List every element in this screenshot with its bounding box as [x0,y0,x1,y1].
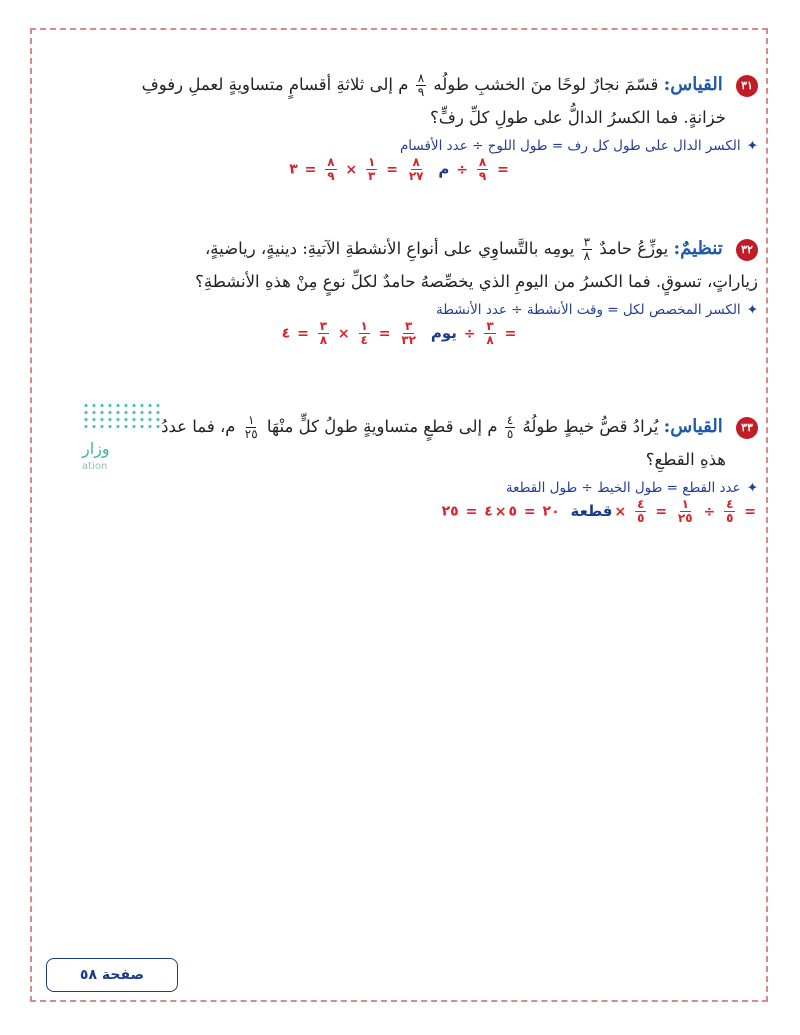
problem-text-line2: زياراتٍ، تسوقٍ. فما الكسرُ من اليومِ الذي يخصِّصهُ حامدٌ لكلِّ نوعٍ مِنْ هذهِ الأنشطةِ؟ [195,272,758,291]
problem-number-badge: ٣٣ [736,417,758,439]
solution-rule: ✦الكسر المخصص لكل = وقت الأنشطة ÷ عدد الأنشطة [435,302,758,318]
solution-calculation: يوم $\frac{٣}{٣٢}$ = $\frac{١}{٤}$ × $\frac{٣}{٨}$ = ٤ ÷ $\frac{٣}{٨}$ = [281,319,517,347]
problem-text-line2: هذهِ القطعِ؟ [645,450,726,469]
solution-rule: ✦الكسر الدال على طول كل رف = طول اللوح ÷ عدد الأقسام [399,138,758,154]
problem-31 [42,68,758,183]
problem-label: القياس: [663,416,723,437]
solution-calculation: قطعة ٢٠ = ٥×٤ = ٢٥ × $\frac{٤}{٥}$ = $\frac{١}{٢٥}$ ÷ $\frac{٤}{٥}$ = [441,497,756,525]
problem-text: يُرادُ قصُّ خيطٍ طولُهُ [522,417,659,436]
problem-text: يومِه بالتَّساوِي على أنواعِ الأنشطةِ الآتيةِ: دينيةٍ، رياضيةٍ، [204,239,575,258]
fraction: $\frac{١}{٢٥}$ [244,413,258,441]
problem-33 [138,410,758,525]
problem-number-badge: ٣١ [736,75,758,97]
fraction: $\frac{٣}{٨}$ [583,235,591,263]
problem-text: م، فما عددُ [161,417,236,436]
problem-text-line2: خزانةٍ. فما الكسرُ الدالُّ على طولِ كلِّ رفٍّ؟ [429,108,726,127]
watermark-logo: وزار ation [82,439,110,472]
problem-label: تنظيمٌ: [673,238,723,259]
watermark-dots [82,402,160,430]
solution-rule: ✦عدد القطع = طول الخيط ÷ طول القطعة [505,480,758,496]
problem-number-badge: ٣٢ [736,239,758,261]
solution-calculation: م $\frac{٨}{٢٧}$ = $\frac{١}{٣}$ × $\frac{٨}{٩}$ = ٣ ÷ $\frac{٨}{٩}$ = [289,155,509,183]
fraction: $\frac{٨}{٩}$ [417,71,425,99]
fraction: $\frac{٤}{٥}$ [506,413,514,441]
problem-text: قسّمَ نجارٌ لوحًا منَ الخشبِ طولُه [433,75,659,94]
problem-text: م إلى قطعٍ متساويةٍ طولُ كلٍّ منْهَا [266,417,498,436]
problem-32 [42,232,758,347]
page-number: صفحة ٥٨ [46,958,178,992]
problem-text: يوزِّعُ حامدٌ [599,239,669,258]
problem-label: القياس: [663,74,723,95]
problem-text: م إلى ثلاثةِ أقسامٍ متساويةٍ لعملِ رفوفِ [141,75,409,94]
